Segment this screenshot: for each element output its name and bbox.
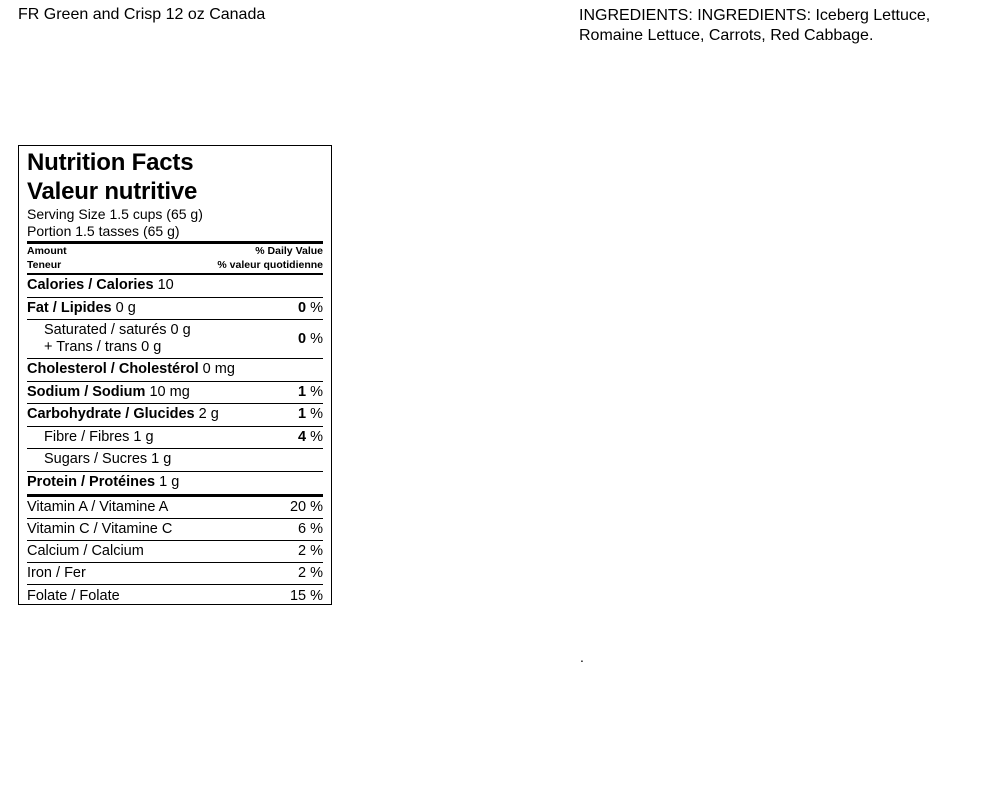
amount-label-fr: Teneur xyxy=(27,258,62,271)
protein-row xyxy=(27,472,323,495)
fat-value: 0 g xyxy=(115,299,136,316)
sodium-row xyxy=(27,382,323,405)
ingredients-text: INGREDIENTS: INGREDIENTS: Iceberg Lettuce, Romaine Lettuce, Carrots, Red Cabbage. xyxy=(579,7,931,44)
saturated-pct: 0 xyxy=(298,330,307,347)
iron-label: Iron / Fer xyxy=(27,565,86,581)
vitamin-a-pct: 20 % xyxy=(289,499,323,515)
protein-label: Protein / Protéines xyxy=(27,474,156,491)
folate-label: Folate / Folate xyxy=(27,587,120,604)
daily-value-label-en: % Daily Value xyxy=(255,245,323,257)
cholesterol-label: Cholesterol / Cholestérol xyxy=(27,361,199,378)
carbohydrate-label: Carbohydrate / Glucides xyxy=(27,406,195,423)
sugars-label: Sugars / Sucres 1 g xyxy=(44,451,172,468)
cholesterol-value: 0 mg xyxy=(202,361,235,378)
nutrition-facts-panel xyxy=(18,145,332,605)
fibre-label: Fibre / Fibres 1 g xyxy=(44,428,154,445)
iron-pct: 2 % xyxy=(298,565,323,581)
saturated-trans-row xyxy=(27,320,323,359)
sodium-pct: 1 xyxy=(298,383,307,400)
serving-size-fr: Portion 1.5 tasses (65 g) xyxy=(27,223,180,239)
trans-label: + Trans / trans 0 g xyxy=(44,339,162,355)
vitamin-row xyxy=(27,497,323,519)
vitamin-c-label: Vitamin C / Vitamine C xyxy=(27,521,173,537)
folate-pct: 15 % xyxy=(289,587,323,604)
vitamin-row xyxy=(27,541,323,563)
amount-label-en: Amount xyxy=(27,245,67,257)
stray-mark: . xyxy=(580,649,584,665)
cholesterol-row xyxy=(27,359,323,382)
sugars-row xyxy=(27,449,323,472)
vitamin-row xyxy=(27,519,323,541)
carbohydrate-row xyxy=(27,404,323,427)
fat-label: Fat / Lipides xyxy=(27,299,112,316)
sodium-pct-sign: % xyxy=(306,383,323,400)
fat-pct-sign: % xyxy=(306,299,323,316)
sodium-value: 10 mg xyxy=(149,383,190,400)
sodium-label: Sodium / Sodium xyxy=(27,383,146,400)
carbohydrate-pct-sign: % xyxy=(306,406,323,423)
calories-label: Calories / Calories xyxy=(27,277,154,294)
vitamin-c-pct: 6 % xyxy=(298,521,323,537)
saturated-pct-sign: % xyxy=(306,330,323,347)
panel-title-en: Nutrition Facts xyxy=(27,149,194,176)
calcium-label: Calcium / Calcium xyxy=(27,543,144,559)
calcium-pct: 2 % xyxy=(298,543,323,559)
calories-row xyxy=(27,275,323,298)
saturated-label: Saturated / saturés 0 g xyxy=(44,322,191,338)
daily-value-header xyxy=(27,244,323,273)
fibre-pct: 4 xyxy=(298,428,307,445)
daily-value-label-fr: % valeur quotidienne xyxy=(217,258,323,271)
vitamin-row xyxy=(27,563,323,585)
product-title: FR Green and Crisp 12 oz Canada xyxy=(18,6,266,23)
carbohydrate-value: 2 g xyxy=(198,406,219,423)
serving-size-en: Serving Size 1.5 cups (65 g) xyxy=(27,206,203,222)
panel-title-fr: Valeur nutritive xyxy=(27,178,198,205)
fat-row xyxy=(27,298,323,321)
protein-value: 1 g xyxy=(159,474,180,491)
fat-pct: 0 xyxy=(298,299,307,316)
carbohydrate-pct: 1 xyxy=(298,406,307,423)
calories-value: 10 xyxy=(157,277,174,294)
vitamin-a-label: Vitamin A / Vitamine A xyxy=(27,499,169,515)
vitamin-row xyxy=(27,585,323,607)
fibre-pct-sign: % xyxy=(306,428,323,445)
fibre-row xyxy=(27,427,323,450)
